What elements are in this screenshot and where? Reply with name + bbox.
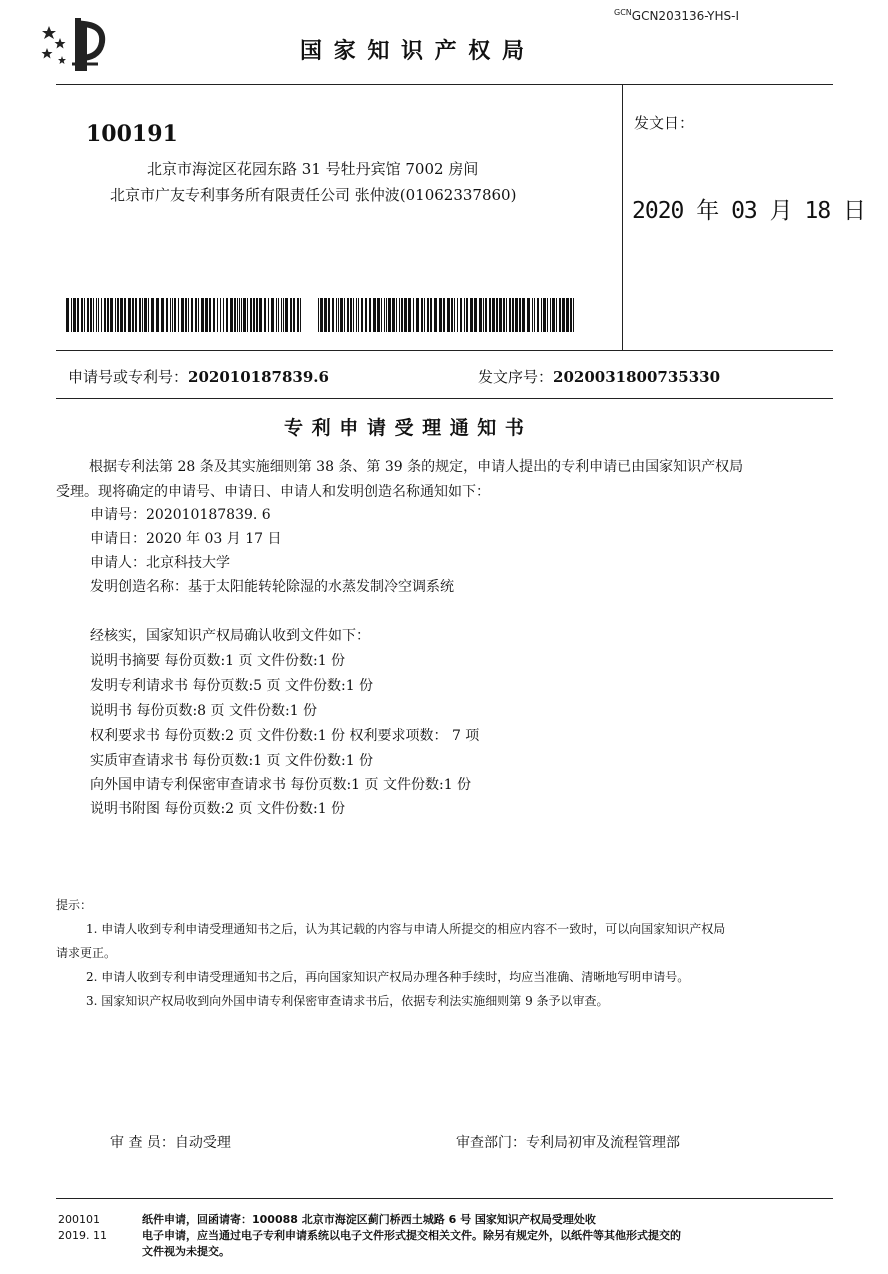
barcode-bar — [401, 298, 403, 332]
barcode-bar — [115, 298, 116, 332]
barcode-bar — [117, 298, 119, 332]
barcode-bar — [201, 298, 204, 332]
barcode-bar — [534, 298, 535, 332]
department-label: 审查部门： — [456, 1135, 526, 1151]
barcode-bar — [77, 298, 79, 332]
barcode-bar — [223, 298, 224, 332]
barcode-bar — [344, 298, 345, 332]
barcode-bar — [124, 298, 126, 332]
barcode-bar — [522, 298, 525, 332]
barcode-bar — [170, 298, 171, 332]
field-application-date: 申请日：2020 年 03 月 17 日 — [90, 531, 282, 547]
numbers-rule — [56, 398, 833, 399]
barcode-bar — [562, 298, 565, 332]
barcode-bar — [239, 298, 240, 332]
star-icon — [55, 38, 66, 49]
barcode-bar — [234, 298, 236, 332]
barcode-bar — [369, 298, 371, 332]
barcode-bar — [318, 298, 319, 332]
electronic-submission-note: 文件视为未提交。 — [142, 1245, 230, 1258]
barcode-bar — [250, 298, 252, 332]
document-item: 实质审查请求书 每份页数:1 页 文件份数:1 份 — [90, 753, 374, 769]
footer-notes — [142, 1212, 681, 1260]
barcode-bar — [90, 298, 92, 332]
barcode-bar — [527, 298, 530, 332]
barcode-bar — [185, 298, 187, 332]
footer-rule — [56, 1198, 833, 1199]
barcode-bar — [139, 298, 141, 332]
barcode-bar — [399, 298, 400, 332]
barcode — [66, 298, 304, 332]
barcode-bar — [347, 298, 349, 332]
barcode-bar — [479, 298, 482, 332]
field-invention-title: 发明创造名称：基于太阳能转轮除湿的水蒸发制冷空调系统 — [90, 579, 454, 595]
barcode-bar — [178, 298, 179, 332]
examiner — [110, 1132, 231, 1152]
barcode-bar — [276, 298, 277, 332]
barcode-bar — [191, 298, 193, 332]
barcode-bar — [81, 298, 83, 332]
barcode-bar — [253, 298, 255, 332]
document-item: 向外国申请专利保密审查请求书 每份页数:1 页 文件份数:1 份 — [90, 777, 472, 793]
barcode-bar — [151, 298, 154, 332]
tip-item: 1. 申请人收到专利申请受理通知书之后，认为其记载的内容与申请人所提交的相应内容不一致时，可以向国家知识产权局 — [86, 922, 726, 936]
barcode-bar — [205, 298, 208, 332]
barcode-bar — [515, 298, 518, 332]
application-number-value: 202010187839.6 — [188, 368, 329, 386]
barcode-bar — [457, 298, 458, 332]
barcode-bar — [361, 298, 363, 332]
serial-number-value: 2020031800735330 — [553, 368, 721, 386]
barcode-bar — [430, 298, 432, 332]
serial-number-label: 发文序号： — [478, 368, 554, 386]
barcode-bar — [454, 298, 455, 332]
barcode-bar — [489, 298, 491, 332]
barcode-bar — [259, 298, 262, 332]
barcode-bar — [499, 298, 502, 332]
barcode-bar — [386, 298, 387, 332]
barcode-bar — [340, 298, 343, 332]
barcode-bar — [320, 298, 323, 332]
barcode-bar — [421, 298, 423, 332]
barcode-bar — [328, 298, 330, 332]
barcode-bar — [271, 298, 274, 332]
document-item: 权利要求书 每份页数:2 页 文件份数:1 份 权利要求项数： 7 项 — [90, 728, 480, 744]
barcode-bar — [161, 298, 164, 332]
barcode-bar — [174, 298, 176, 332]
barcode-bar — [66, 298, 69, 332]
barcode-bar — [492, 298, 495, 332]
barcode-bar — [120, 298, 123, 332]
barcode-bar — [483, 298, 484, 332]
barcode-bar — [451, 298, 453, 332]
tip-item: 请求更正。 — [56, 946, 117, 960]
barcode-bar — [466, 298, 468, 332]
barcode-bar — [220, 298, 221, 332]
barcode-bar — [71, 298, 72, 332]
barcode-bar — [84, 298, 85, 332]
barcode-bar — [241, 298, 242, 332]
electronic-submission-note: 电子申请，应当通过电子专利申请系统以电子文件形式提交相关文件。除另有规定外，以纸件等其他形式提交的 — [142, 1229, 681, 1242]
issue-date-label: 发文日： — [634, 114, 695, 132]
barcode-bar — [464, 298, 465, 332]
barcode-bar — [443, 298, 445, 332]
barcode-bar — [541, 298, 542, 332]
document-code — [614, 8, 739, 23]
barcode-bar — [195, 298, 197, 332]
barcode-bar — [547, 298, 548, 332]
barcode-bar — [356, 298, 357, 332]
star-icon — [42, 48, 53, 59]
barcode-bar — [132, 298, 134, 332]
barcode-bar — [384, 298, 385, 332]
barcode-bar — [485, 298, 487, 332]
barcode-bar — [427, 298, 429, 332]
barcode-bar — [559, 298, 561, 332]
barcode-bar — [332, 298, 334, 332]
barcode-bar — [404, 298, 407, 332]
barcode-bar — [532, 298, 533, 332]
barcode-bar — [350, 298, 352, 332]
barcode-bar — [293, 298, 295, 332]
barcode-bar — [439, 298, 442, 332]
barcode-bar — [519, 298, 521, 332]
barcode-bar — [392, 298, 395, 332]
barcode-bar — [243, 298, 246, 332]
document-item: 说明书 每份页数:8 页 文件份数:1 份 — [90, 703, 318, 719]
examiner-value: 自动受理 — [174, 1135, 231, 1151]
barcode-bar — [256, 298, 258, 332]
barcode-bar — [278, 298, 279, 332]
examination-department — [456, 1132, 680, 1152]
barcode-bar — [230, 298, 233, 332]
header-rule — [56, 84, 833, 85]
intro-line: 根据专利法第 28 条及其实施细则第 38 条、第 39 条的规定，申请人提出的专利申请已由国家知识产权局 — [89, 459, 744, 475]
barcode-bar — [470, 298, 473, 332]
barcode-bar — [566, 298, 569, 332]
barcode-bar — [128, 298, 131, 332]
barcode-bar — [101, 298, 102, 332]
notice-title: 专 利 申 请 受 理 通 知 书 — [284, 417, 525, 439]
cnipa-logo — [38, 12, 114, 72]
document-code-value: GCN203136-YHS-I — [631, 9, 739, 23]
barcode-bar — [503, 298, 505, 332]
barcode-bar — [237, 298, 238, 332]
barcode-bar — [408, 298, 411, 332]
barcode-bar — [447, 298, 450, 332]
barcode-bar — [413, 298, 414, 332]
barcode-bar — [93, 298, 94, 332]
tips-label: 提示： — [56, 898, 93, 912]
barcode-bar — [181, 298, 184, 332]
barcode-bar — [87, 298, 89, 332]
barcode-bar — [434, 298, 437, 332]
office-name: 国 家 知 识 产 权 局 — [300, 39, 526, 64]
serial-number — [478, 366, 720, 387]
application-number-label: 申请号或专利号： — [68, 368, 189, 386]
barcode-bar — [300, 298, 301, 332]
paper-submission-note: 纸件申请，回函请寄：100088 北京市海淀区蓟门桥西土城路 6 号 国家知识产权局受理处收 — [142, 1213, 596, 1226]
barcode-bar — [509, 298, 511, 332]
barcode-bar — [512, 298, 514, 332]
barcode-bar — [324, 298, 327, 332]
date-divider — [622, 84, 623, 350]
barcode-bar — [188, 298, 189, 332]
address-rule — [56, 350, 833, 351]
barcode-bar — [213, 298, 215, 332]
star-icon — [42, 26, 56, 39]
barcode-bar — [285, 298, 288, 332]
barcode-bar — [264, 298, 266, 332]
barcode-bar — [474, 298, 477, 332]
barcode-bar — [496, 298, 498, 332]
barcode-bar — [543, 298, 546, 332]
form-code-version: 2019. 11 — [58, 1229, 107, 1242]
barcode-bar — [172, 298, 173, 332]
barcode-bar — [166, 298, 168, 332]
barcode-bar — [388, 298, 391, 332]
issue-date-value: 2020 年 03 月 18 日 — [632, 198, 866, 224]
barcode-bar — [107, 298, 109, 332]
document-code-prefix: GCN — [614, 8, 632, 17]
recipient-agency: 北京市广友专利事务所有限责任公司 张仲波(01062337860) — [110, 186, 517, 204]
barcode-bar — [148, 298, 149, 332]
barcode-bar — [573, 298, 574, 332]
barcode-bar — [460, 298, 462, 332]
tip-item: 2. 申请人收到专利申请受理通知书之后，再向国家知识产权局办理各种手续时，均应当准确、清晰地写明申请号。 — [86, 970, 690, 984]
barcode-bar — [365, 298, 367, 332]
barcode-bar — [268, 298, 269, 332]
barcode-bar — [381, 298, 382, 332]
barcode-bar — [283, 298, 284, 332]
barcode-bar — [73, 298, 76, 332]
barcode-bar — [358, 298, 359, 332]
postcode: 100191 — [86, 121, 178, 147]
recipient-address: 北京市海淀区花园东路 31 号牡丹宾馆 7002 房间 — [147, 160, 479, 178]
barcode-bar — [144, 298, 147, 332]
barcode-bar — [217, 298, 218, 332]
barcode-bar — [537, 298, 539, 332]
barcode-bar — [396, 298, 397, 332]
tip-item: 3. 国家知识产权局收到向外国申请专利保密审查请求书后，依据专利法实施细则第 9 条予以审查。 — [86, 994, 609, 1008]
notice-body — [56, 456, 836, 816]
barcode-bar — [377, 298, 380, 332]
barcode-bar — [110, 298, 113, 332]
application-number — [68, 366, 329, 387]
barcode-bar — [550, 298, 551, 332]
field-applicant: 申请人：北京科技大学 — [90, 555, 230, 571]
barcode-bar — [570, 298, 572, 332]
document-item: 发明专利请求书 每份页数:5 页 文件份数:1 份 — [90, 678, 374, 694]
examiner-label: 审 查 员： — [110, 1135, 175, 1151]
intro-line: 受理。现将确定的申请号、申请日、申请人和发明创造名称通知如下： — [56, 484, 490, 500]
barcode-bar — [104, 298, 106, 332]
field-application-number: 申请号：202010187839. 6 — [90, 507, 271, 523]
barcode-bar — [209, 298, 211, 332]
barcode-bar — [416, 298, 419, 332]
barcode-bar — [156, 298, 159, 332]
barcode-bar — [135, 298, 137, 332]
barcode-bar — [424, 298, 425, 332]
barcode-bar — [506, 298, 507, 332]
barcode-bar — [353, 298, 354, 332]
document-item: 说明书附图 每份页数:2 页 文件份数:1 份 — [90, 801, 346, 817]
barcode-bar — [338, 298, 339, 332]
form-code-number: 200101 — [58, 1213, 100, 1226]
barcode-bar — [198, 298, 199, 332]
tips-section — [56, 896, 846, 1016]
barcode-bar — [226, 298, 228, 332]
star-icon — [58, 56, 66, 64]
document-item: 说明书摘要 每份页数:1 页 文件份数:1 份 — [90, 653, 346, 669]
barcode — [318, 298, 574, 332]
barcode-bar — [281, 298, 282, 332]
barcode-bar — [297, 298, 299, 332]
barcode-bar — [373, 298, 376, 332]
barcode-bar — [552, 298, 555, 332]
form-code — [58, 1212, 107, 1244]
barcode-bar — [98, 298, 99, 332]
barcode-bar — [142, 298, 143, 332]
barcode-bar — [336, 298, 337, 332]
barcode-bar — [96, 298, 97, 332]
barcode-bar — [290, 298, 292, 332]
barcode-bar — [247, 298, 248, 332]
department-value: 专利局初审及流程管理部 — [526, 1135, 680, 1151]
documents-intro: 经核实，国家知识产权局确认收到文件如下： — [90, 628, 370, 644]
barcode-bar — [556, 298, 557, 332]
